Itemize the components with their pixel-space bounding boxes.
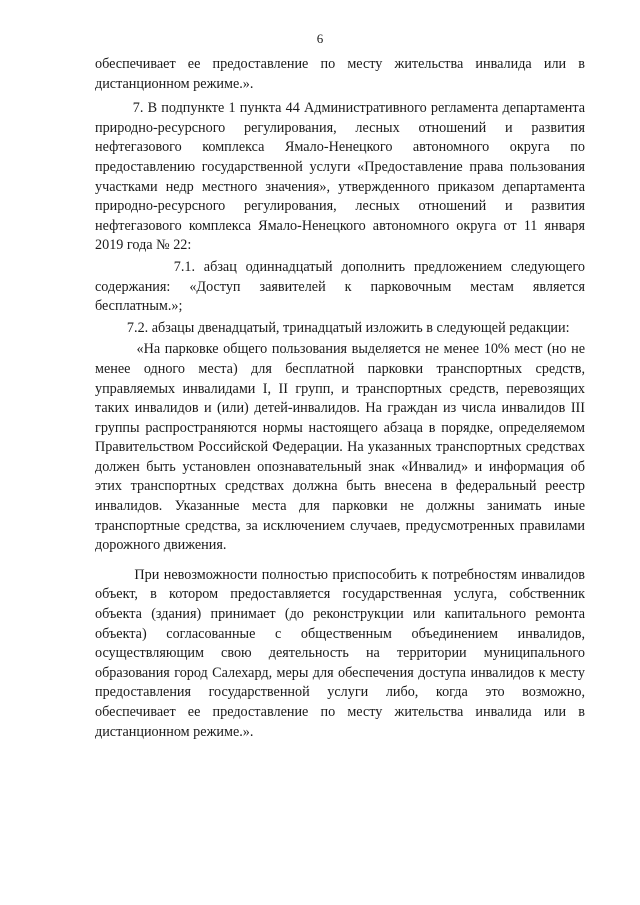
text-line: этих транспортных средствах должна быть внесена в федеральный реестр [95, 478, 585, 495]
paragraph-spacer [95, 556, 585, 566]
text-line: транспортные средства, за исключением случаев, предусмотренных правилами [95, 517, 585, 534]
paragraph-para-7-2 [95, 319, 585, 339]
text-line: дистанционном режиме.». [95, 75, 254, 92]
paragraph-para-7 [95, 99, 585, 256]
text-line: нефтегазового комплекса Ямало-Ненецкого автономного округа от 11 января [95, 217, 585, 234]
document-body [95, 55, 585, 742]
text-line: объекта (здания) принимает (до реконструкции или капитального ремонта [95, 606, 585, 623]
paragraph-para-7-1 [95, 258, 585, 317]
text-line: содержания: «Доступ заявителей к парковочным местам является [95, 278, 585, 295]
text-line: инвалидов. Указанные места для парковки не должны занимать иные [95, 498, 585, 515]
text-line: объект, в котором предоставляется государственная услуга, собственник [95, 586, 585, 603]
text-line: дистанционном режиме.». [95, 723, 254, 740]
paragraph-para-end-previous [95, 55, 585, 94]
text-line: 7. В подпункте 1 пункта 44 Административного регламента департамента [95, 100, 585, 117]
text-line: 2019 года № 22: [95, 237, 192, 254]
paragraph-para-parking [95, 340, 585, 556]
text-line: должен быть установлен опознавательный знак «Инвалид» и информация об [95, 458, 585, 475]
text-line: нефтегазового комплекса Ямало-Ненецкого автономного округа по [95, 139, 585, 156]
text-line: природно-ресурсного регулирования, лесных отношений и развития [95, 198, 585, 215]
text-line: группы распространяются нормы настоящего абзаца в порядке, определяемом [95, 419, 585, 436]
text-line: объекта) согласованные с общественным объединением инвалидов, [95, 625, 585, 642]
text-line: 7.1. абзац одиннадцатый дополнить предложением следующего [95, 258, 585, 275]
text-line: образования город Салехард, меры для обеспечения доступа инвалидов к месту [95, 664, 585, 681]
text-line: бесплатным.»; [95, 298, 183, 315]
text-line: При невозможности полностью приспособить к потребностям инвалидов [95, 566, 585, 583]
page-number: 6 [316, 31, 324, 46]
text-line: Правительством Российской Федерации. На указанных транспортных средствах [95, 439, 585, 456]
text-line: природно-ресурсного регулирования, лесных отношений и развития [95, 119, 585, 136]
text-line: управляемых инвалидами I, II групп, и транспортных средств, перевозящих [95, 380, 585, 397]
text-line: дорожного движения. [95, 537, 227, 554]
text-line: участками недр местного значения», утвержденного приказом департамента [95, 178, 585, 195]
paragraph-para-impossible [95, 566, 585, 742]
text-line: «На парковке общего пользования выделяется не менее 10% мест (но не [95, 341, 585, 358]
text-line: предоставления государственной услуги либо, когда это возможно, [95, 684, 585, 701]
text-line: предоставлению государственной услуги «Предоставление права пользования [95, 158, 585, 175]
text-line: 7.2. абзацы двенадцатый, тринадцатый изложить в следующей редакции: [95, 319, 570, 336]
text-line: обеспечивает ее предоставление по месту жительства инвалида или в [95, 56, 585, 72]
text-line: обеспечивает ее предоставление по месту жительства инвалида или в [95, 704, 585, 720]
text-line: осуществляющим свою деятельность на территории муниципального [95, 645, 585, 662]
text-line: менее одного места) для бесплатной парковки транспортных средств, [95, 360, 585, 377]
text-line: таких инвалидов и (или) детей-инвалидов. На граждан из числа инвалидов III [95, 400, 585, 417]
